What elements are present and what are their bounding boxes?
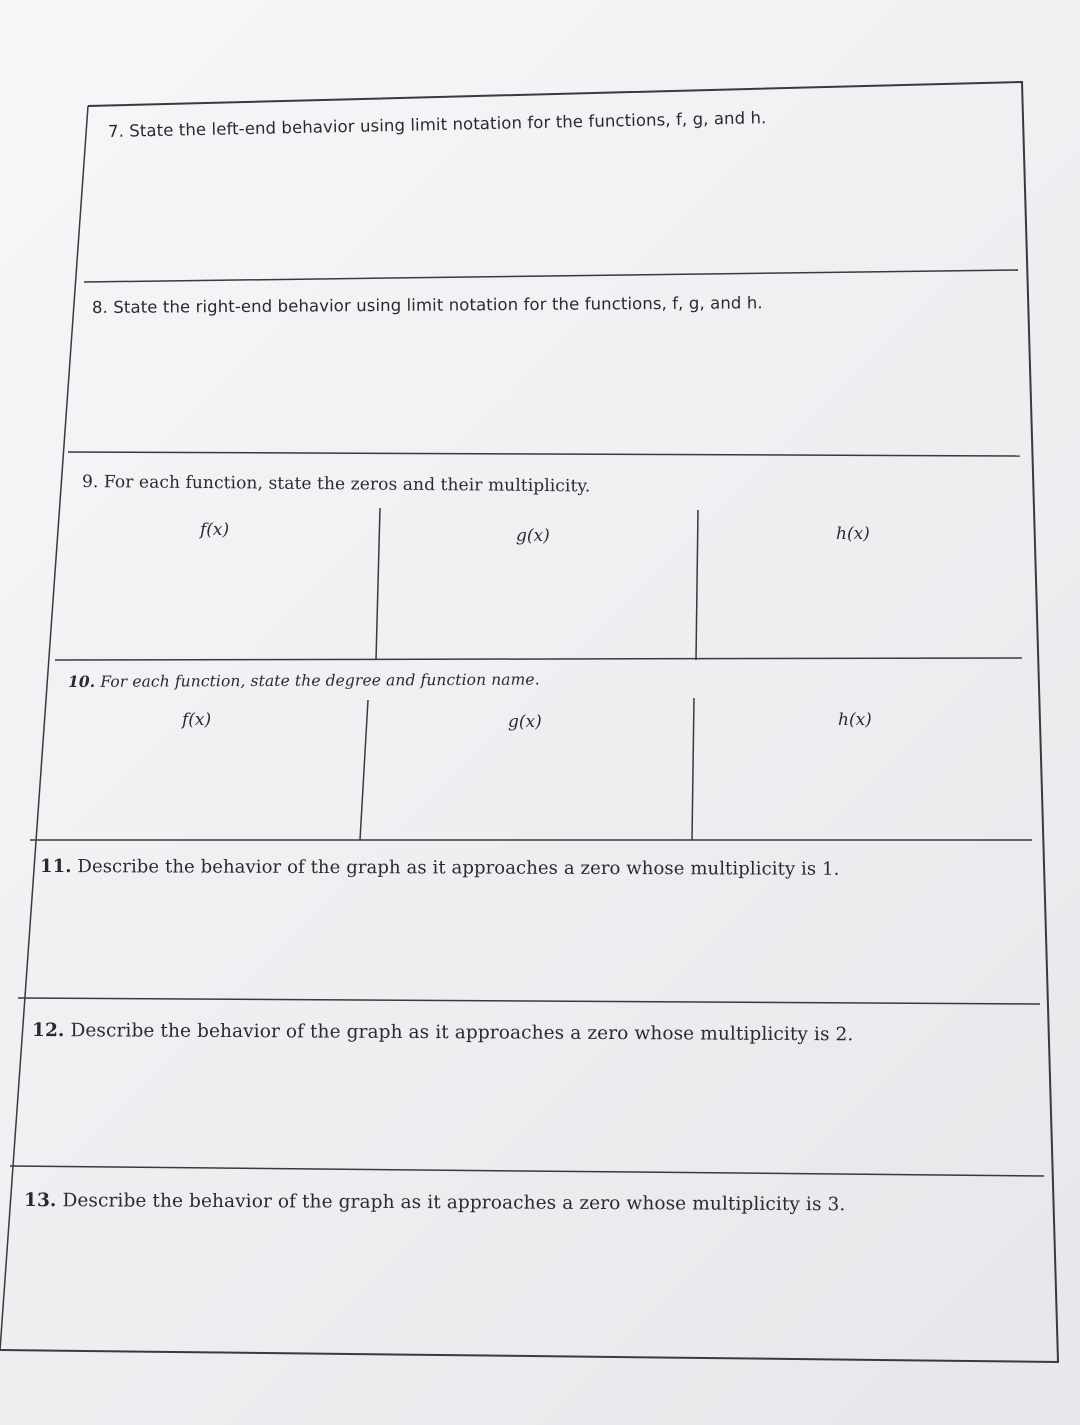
question-8-number: 8. <box>91 297 109 317</box>
separator-q9-q10 <box>55 658 1022 660</box>
question-13 <box>24 1190 846 1215</box>
q10-column-g: g(x) <box>508 712 542 732</box>
question-10-number: 10. <box>67 671 96 691</box>
separator-q7-q8 <box>84 270 1018 282</box>
question-9-text: For each function, state the zeros and their multiplicity. <box>103 472 591 497</box>
question-8-text: State the right-end behavior using limit notation for the functions, f, g, and h. <box>113 293 763 317</box>
separator-q11-q12 <box>18 998 1040 1004</box>
question-7-number: 7. <box>107 121 125 141</box>
question-13-number: 13. <box>23 1190 57 1212</box>
separator-q8-q9 <box>68 452 1020 456</box>
question-11 <box>40 856 840 880</box>
question-13-text: Describe the behavior of the graph as it approaches a zero whose multiplicity is 3. <box>62 1190 846 1216</box>
question-10 <box>68 670 540 691</box>
q9-divider-1 <box>376 508 380 660</box>
q9-column-h: h(x) <box>836 524 870 544</box>
separator-q12-q13 <box>10 1166 1044 1176</box>
question-12 <box>32 1020 854 1045</box>
q10-column-h: h(x) <box>838 710 872 730</box>
question-12-text: Describe the behavior of the graph as it approaches a zero whose multiplicity is 2. <box>70 1020 854 1046</box>
question-7-text: State the left-end behavior using limit notation for the functions, f, g, and h. <box>129 108 767 141</box>
q9-column-g: g(x) <box>516 526 550 546</box>
box-left-edge <box>0 106 88 1350</box>
question-11-number: 11. <box>39 856 72 878</box>
question-9-number: 9. <box>81 472 99 493</box>
q10-divider-1 <box>360 700 368 840</box>
q10-divider-2 <box>692 698 694 840</box>
q9-divider-2 <box>696 510 698 660</box>
q9-column-f: f(x) <box>200 520 230 540</box>
question-12-number: 12. <box>31 1020 65 1042</box>
question-11-text: Describe the behavior of the graph as it approaches a zero whose multiplicity is 1. <box>77 856 840 880</box>
q10-column-f: f(x) <box>182 710 212 730</box>
question-10-text: For each function, state the degree and function name. <box>100 670 540 691</box>
